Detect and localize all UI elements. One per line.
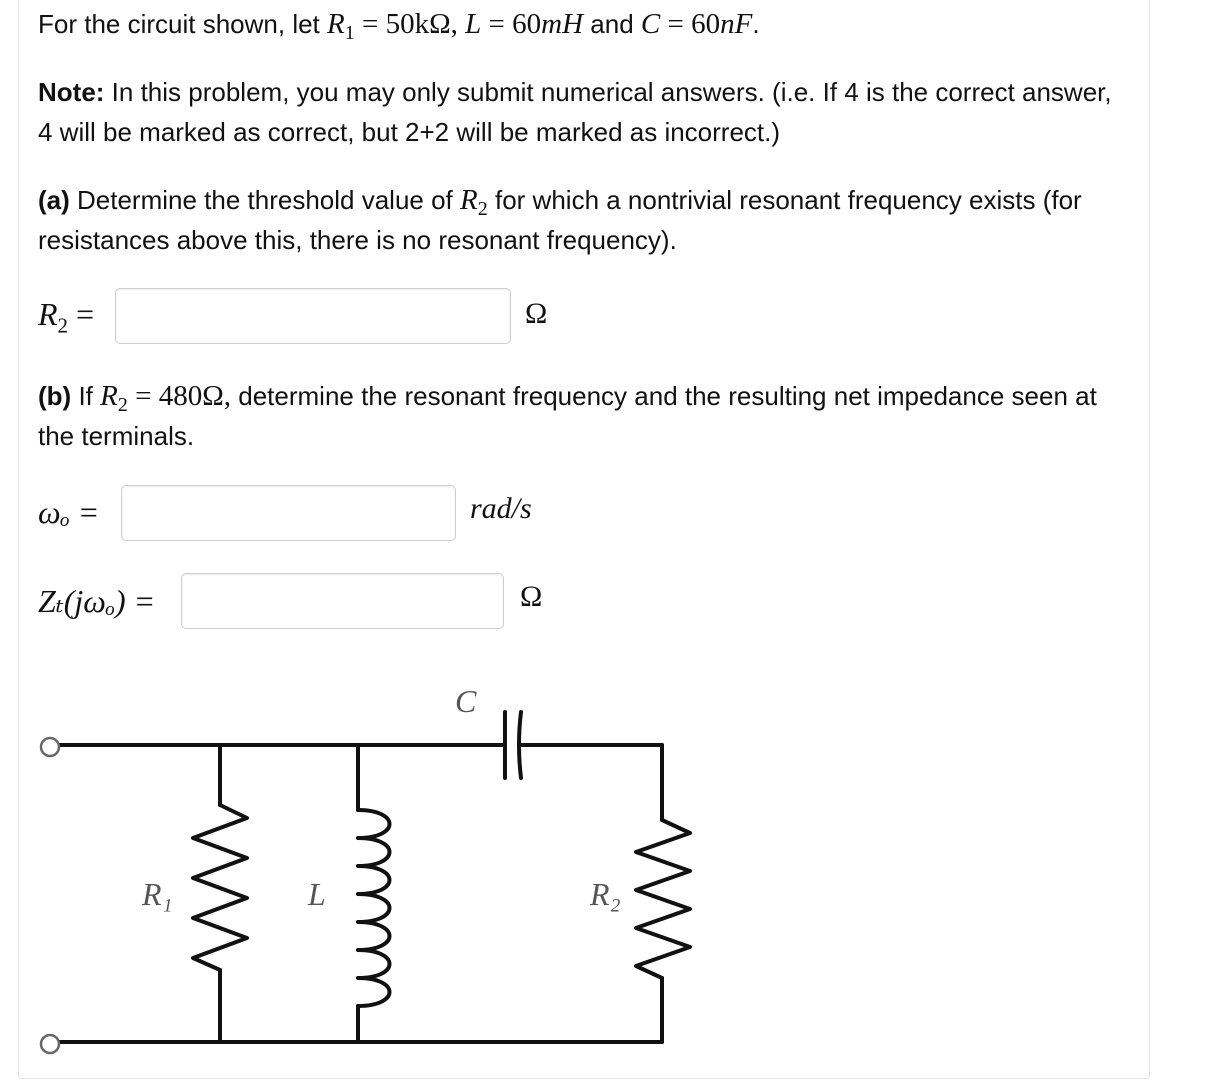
c-value: = 60 <box>660 8 721 40</box>
note-paragraph <box>38 72 1118 152</box>
r2-answer-label-symbol: R <box>38 296 58 332</box>
part-a-text-after: for which a nontrivial resonant frequency exists (for resistances above this, there is no resonant frequency). <box>38 185 1082 255</box>
label-r2: R₂ <box>590 876 621 912</box>
l-symbol: L <box>465 8 482 40</box>
terminal-top <box>41 738 59 756</box>
label-c: C <box>455 683 477 719</box>
part-b-if: If <box>78 381 93 411</box>
omega-label: ωₒ = <box>38 494 100 530</box>
part-b-r2-sub: 2 <box>117 394 128 416</box>
l-value: = 60 <box>481 8 542 40</box>
label-r1: R₁ <box>142 876 173 912</box>
part-a-label: (a) <box>38 185 70 215</box>
intro-line <box>38 4 1138 44</box>
note-text: In this problem, you may only submit numerical answers. (i.e. If 4 is the correct answer, 4 will be marked as correct, but 2+2 will be marked as incorrect.) <box>38 77 1112 147</box>
terminal-bottom <box>41 1035 59 1053</box>
omega-answer-input[interactable] <box>121 485 456 541</box>
part-a-r2-sub: 2 <box>477 198 488 220</box>
part-b-r2-value: = 480Ω, <box>127 380 232 412</box>
intro-suffix: . <box>752 9 760 39</box>
part-a-text-before: Determine the threshold value of <box>77 185 453 215</box>
resistor-r1 <box>193 805 247 970</box>
inductor-l <box>358 810 390 1006</box>
label-l: L <box>308 876 326 912</box>
r2-answer-label-sub: 2 <box>57 313 69 338</box>
r1-sub: 1 <box>344 22 355 44</box>
part-b-r2-symbol: R <box>100 380 118 412</box>
note-label: Note: <box>38 77 105 107</box>
part-b-paragraph <box>38 376 1133 456</box>
r2-unit: Ω <box>525 297 548 330</box>
impedance-unit: Ω <box>520 580 543 613</box>
part-b-label: (b) <box>38 381 72 411</box>
intro-prefix: For the circuit shown, let <box>38 9 320 39</box>
l-unit: mH <box>541 8 584 40</box>
and-word: and <box>590 9 634 39</box>
resistor-r2 <box>636 820 690 978</box>
impedance-answer-input[interactable] <box>181 573 504 629</box>
impedance-label: Zₜ(jωₒ) = <box>38 583 156 619</box>
r2-answer-label <box>38 296 94 338</box>
r2-answer-input[interactable] <box>115 288 511 344</box>
part-a-paragraph <box>38 180 1133 260</box>
part-b-text-after: determine the resonant frequency and the resulting net impedance seen at the terminals. <box>38 381 1097 451</box>
c-symbol: C <box>640 8 661 40</box>
r1-value: = 50kΩ, <box>354 8 466 40</box>
c-unit: nF <box>720 8 753 40</box>
r1-symbol: R <box>327 8 345 40</box>
omega-unit: rad/s <box>470 492 532 525</box>
circuit-diagram <box>0 660 720 1060</box>
r2-answer-label-eq: = <box>68 296 95 332</box>
part-a-r2-symbol: R <box>460 184 478 216</box>
